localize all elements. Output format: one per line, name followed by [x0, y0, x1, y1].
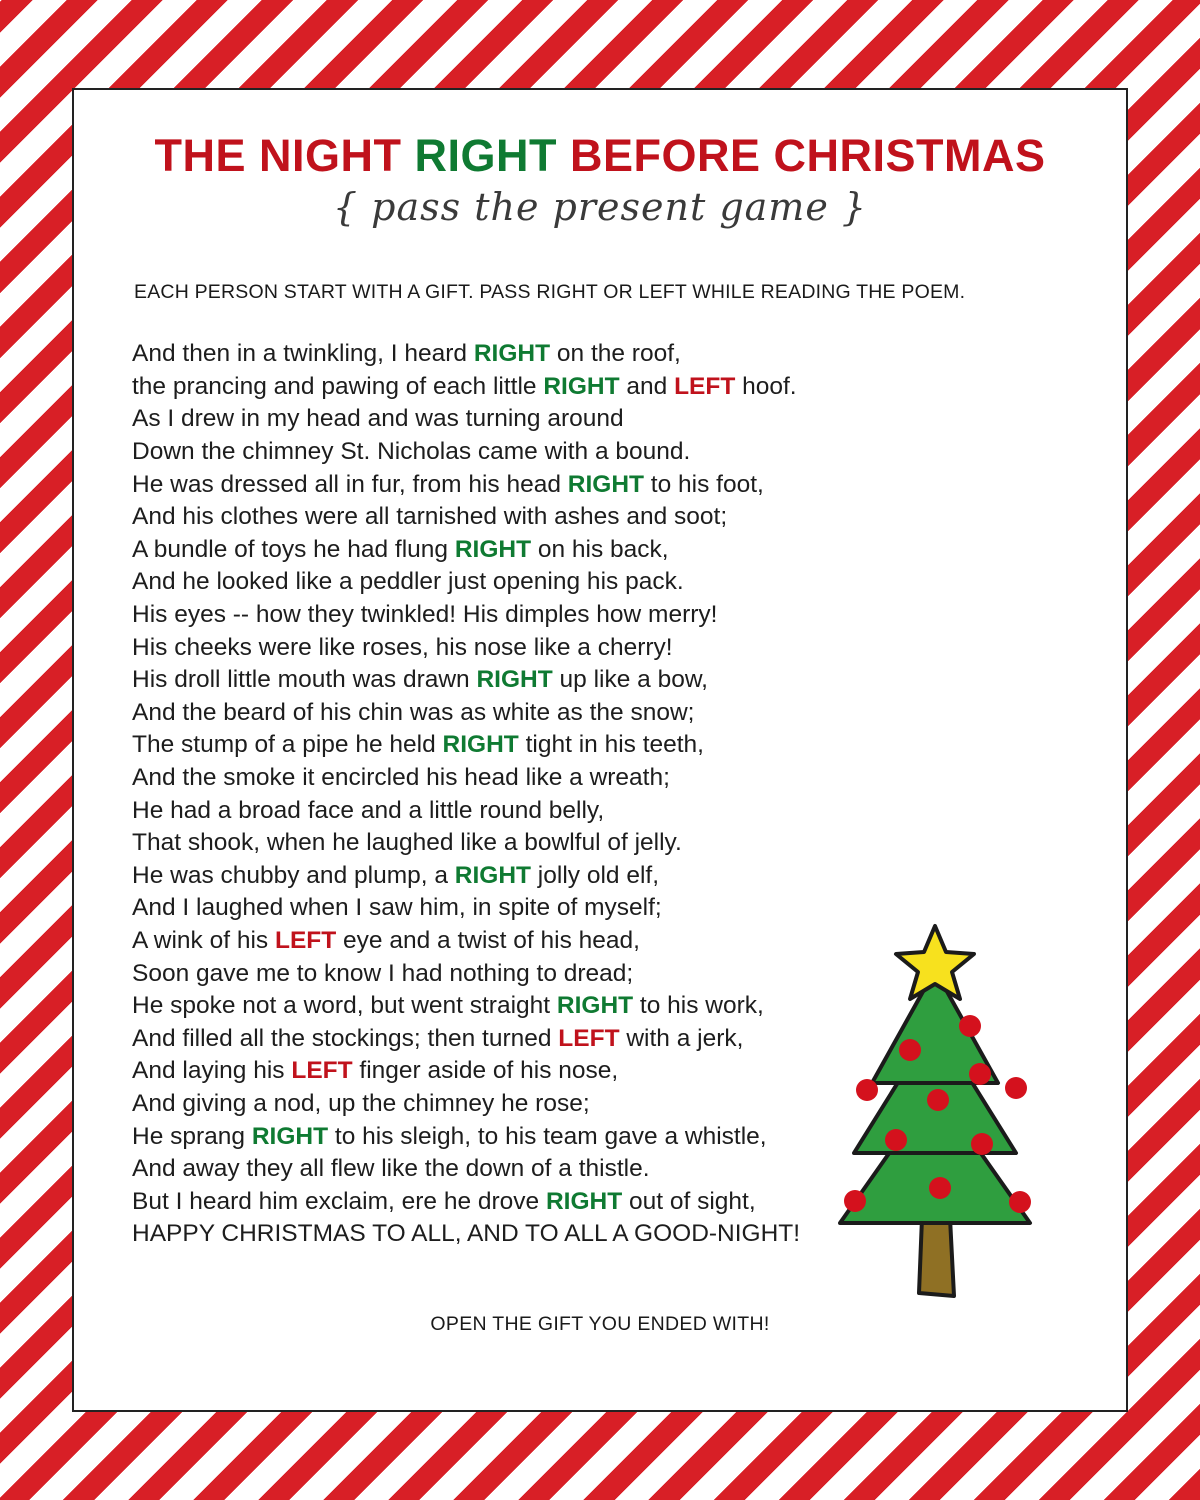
poem-line: His eyes -- how they twinkled! His dimples how merry! [132, 601, 718, 628]
poem-line: A wink of his LEFT eye and a twist of his head, [132, 926, 640, 954]
poem-line: And then in a twinkling, I heard RIGHT on the roof, [132, 340, 681, 368]
poem-line: Soon gave me to know I had nothing to dread; [132, 959, 634, 987]
poem-line: His droll little mouth was drawn RIGHT up like a bow, [132, 666, 708, 694]
keyword-right: RIGHT [556, 992, 634, 1020]
keyword-left: LEFT [291, 1057, 353, 1085]
keyword-right: RIGHT [454, 535, 532, 563]
poem-line: And I laughed when I saw him, in spite of myself; [132, 894, 662, 922]
keyword-right: RIGHT [442, 731, 519, 759]
poem-line: Down the chimney St. Nicholas came with a bound. [132, 438, 691, 466]
poem-line: The stump of a pipe he held RIGHT tight in his teeth, [132, 731, 704, 759]
poem-line: And laying his LEFT finger aside of his nose, [132, 1057, 619, 1085]
page-title [114, 132, 1086, 179]
poem-line: the prancing and pawing of each little RIGHT and LEFT hoof. [132, 372, 797, 400]
title-part-3: BEFORE CHRISTMAS [556, 130, 1046, 181]
keyword-left: LEFT [674, 372, 736, 400]
poem-line: He had a broad face and a little round belly, [132, 796, 605, 824]
title-part-2: RIGHT [414, 130, 557, 181]
page-subtitle: { pass the present game } [332, 185, 868, 230]
keyword-right: RIGHT [473, 340, 551, 368]
instruction-text: EACH PERSON START WITH A GIFT. PASS RIGHT OR LEFT WHILE READING THE POEM. [134, 281, 966, 304]
poem-line: HAPPY CHRISTMAS TO ALL, AND TO ALL A GOOD-NIGHT! [132, 1220, 801, 1248]
poem-line: And the beard of his chin was as white as the snow; [132, 698, 695, 726]
title-part-1: THE NIGHT [154, 130, 415, 181]
footer-text: OPEN THE GIFT YOU ENDED WITH! [430, 1312, 770, 1335]
poem-line: As I drew in my head and was turning around [132, 405, 624, 433]
poem-block [132, 338, 1092, 1251]
keyword-right: RIGHT [543, 372, 620, 400]
keyword-right: RIGHT [251, 1122, 329, 1150]
poem-line: He spoke not a word, but went straight RIGHT to his work, [132, 992, 764, 1020]
poem-line: And the smoke it encircled his head like a wreath; [132, 763, 670, 791]
christmas-tree-illustration [820, 918, 1050, 1308]
poem-line: And he looked like a peddler just opening his pack. [132, 568, 684, 596]
poem-line: A bundle of toys he had flung RIGHT on his back, [132, 535, 669, 563]
poem-line: And his clothes were all tarnished with ashes and soot; [132, 503, 728, 531]
poem-line: But I heard him exclaim, ere he drove RIGHT out of sight, [132, 1187, 756, 1215]
poem-line: And away they all flew like the down of a thistle. [132, 1155, 650, 1183]
keyword-right: RIGHT [545, 1187, 623, 1215]
page-inner-frame [72, 88, 1128, 1412]
keyword-right: RIGHT [476, 666, 553, 694]
poem-line: He was dressed all in fur, from his head RIGHT to his foot, [132, 470, 764, 498]
keyword-left: LEFT [558, 1024, 620, 1052]
poem-line: And filled all the stockings; then turned LEFT with a jerk, [132, 1024, 744, 1052]
poem-line: His cheeks were like roses, his nose like a cherry! [132, 633, 673, 661]
keyword-right: RIGHT [567, 470, 644, 498]
poem-line: And giving a nod, up the chimney he rose; [132, 1089, 590, 1117]
keyword-right: RIGHT [454, 861, 531, 889]
poem-line: He sprang RIGHT to his sleigh, to his team gave a whistle, [132, 1122, 767, 1150]
poem-line: He was chubby and plump, a RIGHT jolly old elf, [132, 861, 660, 889]
keyword-left: LEFT [274, 926, 337, 954]
poem-line: That shook, when he laughed like a bowlful of jelly. [132, 829, 682, 857]
